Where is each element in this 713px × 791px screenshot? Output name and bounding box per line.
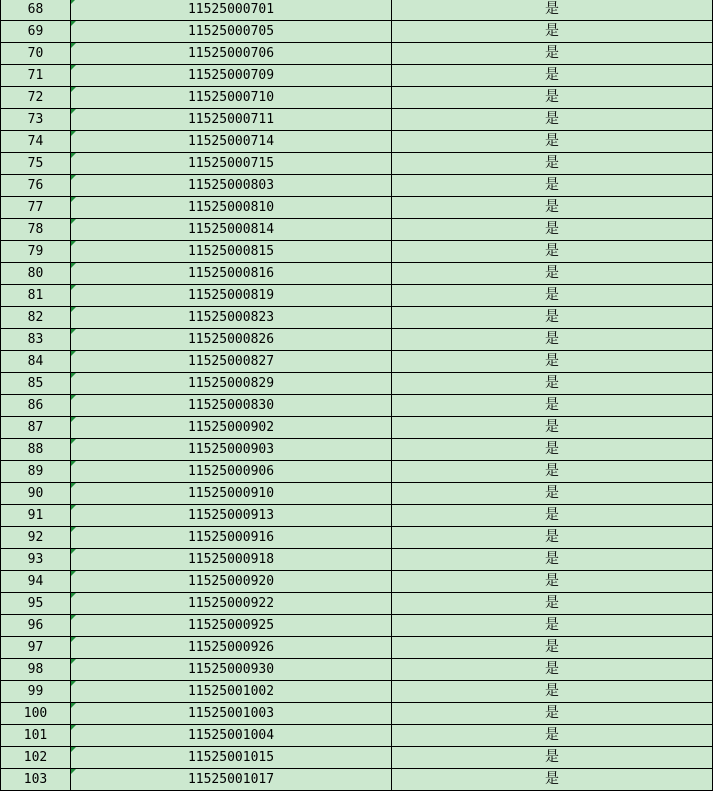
cell-sequence-number[interactable]: 98 (1, 659, 71, 681)
cell-code-value: 11525000906 (187, 464, 275, 479)
cell-code-value: 11525000705 (187, 24, 275, 39)
cell-sequence-number[interactable]: 74 (1, 131, 71, 153)
cell-sequence-number[interactable]: 70 (1, 43, 71, 65)
number-stored-as-text-indicator-icon (71, 285, 76, 290)
cell-code-value: 11525000819 (187, 288, 275, 303)
table-row (1, 241, 713, 263)
table-row (1, 43, 713, 65)
cell-code[interactable] (71, 747, 392, 769)
number-stored-as-text-indicator-icon (71, 219, 76, 224)
cell-sequence-number[interactable]: 73 (1, 109, 71, 131)
cell-flag[interactable]: 是 (392, 307, 713, 329)
number-stored-as-text-indicator-icon (71, 351, 76, 356)
cell-flag[interactable]: 是 (392, 505, 713, 527)
cell-flag[interactable]: 是 (392, 549, 713, 571)
number-stored-as-text-indicator-icon (71, 197, 76, 202)
cell-code-value: 11525000710 (187, 90, 275, 105)
number-stored-as-text-indicator-icon (71, 505, 76, 510)
cell-code-value: 11525000916 (187, 530, 275, 545)
number-stored-as-text-indicator-icon (71, 241, 76, 246)
cell-sequence-number[interactable]: 77 (1, 197, 71, 219)
cell-code[interactable] (71, 175, 392, 197)
cell-sequence-number[interactable]: 102 (1, 747, 71, 769)
cell-flag[interactable]: 是 (392, 21, 713, 43)
table-row (1, 417, 713, 439)
cell-sequence-number[interactable]: 90 (1, 483, 71, 505)
cell-flag[interactable]: 是 (392, 681, 713, 703)
cell-code[interactable] (71, 43, 392, 65)
cell-code[interactable] (71, 197, 392, 219)
cell-sequence-number[interactable]: 69 (1, 21, 71, 43)
cell-flag[interactable]: 是 (392, 175, 713, 197)
cell-sequence-number[interactable]: 78 (1, 219, 71, 241)
cell-code[interactable] (71, 637, 392, 659)
cell-sequence-number[interactable]: 79 (1, 241, 71, 263)
table-row (1, 769, 713, 791)
cell-sequence-number[interactable]: 68 (1, 0, 71, 21)
cell-code-value: 11525000715 (187, 156, 275, 171)
cell-flag[interactable]: 是 (392, 219, 713, 241)
cell-code[interactable] (71, 153, 392, 175)
cell-code[interactable] (71, 439, 392, 461)
table-row (1, 439, 713, 461)
cell-code-value: 11525000711 (187, 112, 275, 127)
cell-sequence-number[interactable]: 75 (1, 153, 71, 175)
cell-sequence-number[interactable]: 99 (1, 681, 71, 703)
cell-code[interactable] (71, 109, 392, 131)
cell-code[interactable] (71, 681, 392, 703)
cell-code-value: 11525000814 (187, 222, 275, 237)
number-stored-as-text-indicator-icon (71, 175, 76, 180)
table-row (1, 637, 713, 659)
number-stored-as-text-indicator-icon (71, 483, 76, 488)
cell-code-value: 11525000930 (187, 662, 275, 677)
table-row (1, 87, 713, 109)
cell-code-value: 11525001015 (187, 750, 275, 765)
cell-flag[interactable]: 是 (392, 329, 713, 351)
table-row (1, 747, 713, 769)
cell-flag[interactable]: 是 (392, 197, 713, 219)
number-stored-as-text-indicator-icon (71, 439, 76, 444)
cell-sequence-number[interactable]: 89 (1, 461, 71, 483)
table-row (1, 505, 713, 527)
cell-code-value: 11525000701 (187, 2, 275, 17)
cell-code[interactable] (71, 131, 392, 153)
table-row (1, 0, 713, 21)
cell-code[interactable] (71, 417, 392, 439)
cell-sequence-number[interactable]: 76 (1, 175, 71, 197)
cell-flag[interactable]: 是 (392, 131, 713, 153)
table-row (1, 571, 713, 593)
cell-code[interactable] (71, 263, 392, 285)
number-stored-as-text-indicator-icon (71, 43, 76, 48)
cell-code[interactable] (71, 505, 392, 527)
spreadsheet-body (1, 0, 713, 791)
cell-sequence-number[interactable]: 81 (1, 285, 71, 307)
table-row (1, 461, 713, 483)
cell-flag[interactable]: 是 (392, 593, 713, 615)
cell-flag[interactable]: 是 (392, 351, 713, 373)
cell-code-value: 11525001003 (187, 706, 275, 721)
cell-code[interactable] (71, 285, 392, 307)
number-stored-as-text-indicator-icon (71, 373, 76, 378)
cell-flag[interactable]: 是 (392, 527, 713, 549)
cell-code-value: 11525000902 (187, 420, 275, 435)
number-stored-as-text-indicator-icon (71, 329, 76, 334)
cell-code-value: 11525000913 (187, 508, 275, 523)
cell-flag[interactable]: 是 (392, 439, 713, 461)
number-stored-as-text-indicator-icon (71, 87, 76, 92)
cell-sequence-number[interactable]: 72 (1, 87, 71, 109)
cell-sequence-number[interactable]: 82 (1, 307, 71, 329)
cell-sequence-number[interactable]: 83 (1, 329, 71, 351)
cell-flag[interactable]: 是 (392, 241, 713, 263)
cell-code[interactable] (71, 659, 392, 681)
table-row (1, 395, 713, 417)
number-stored-as-text-indicator-icon (71, 307, 76, 312)
cell-flag[interactable]: 是 (392, 65, 713, 87)
cell-code-value: 11525000706 (187, 46, 275, 61)
table-row (1, 65, 713, 87)
cell-code[interactable] (71, 21, 392, 43)
cell-flag[interactable]: 是 (392, 725, 713, 747)
cell-code-value: 11525000709 (187, 68, 275, 83)
cell-code[interactable] (71, 769, 392, 791)
cell-flag[interactable]: 是 (392, 373, 713, 395)
cell-code-value: 11525000816 (187, 266, 275, 281)
number-stored-as-text-indicator-icon (71, 549, 76, 554)
cell-sequence-number[interactable]: 96 (1, 615, 71, 637)
cell-code[interactable] (71, 0, 392, 21)
number-stored-as-text-indicator-icon (71, 725, 76, 730)
table-row (1, 21, 713, 43)
cell-code-value: 11525000925 (187, 618, 275, 633)
number-stored-as-text-indicator-icon (71, 395, 76, 400)
number-stored-as-text-indicator-icon (71, 461, 76, 466)
cell-flag[interactable]: 是 (392, 285, 713, 307)
cell-sequence-number[interactable]: 85 (1, 373, 71, 395)
table-row (1, 197, 713, 219)
cell-code-value: 11525000903 (187, 442, 275, 457)
cell-sequence-number[interactable]: 103 (1, 769, 71, 791)
table-row (1, 219, 713, 241)
table-row (1, 373, 713, 395)
cell-code[interactable] (71, 241, 392, 263)
cell-flag[interactable]: 是 (392, 659, 713, 681)
number-stored-as-text-indicator-icon (71, 571, 76, 576)
table-row (1, 109, 713, 131)
cell-code[interactable] (71, 593, 392, 615)
cell-code[interactable] (71, 527, 392, 549)
cell-code-value: 11525000714 (187, 134, 275, 149)
cell-code-value: 11525000922 (187, 596, 275, 611)
cell-code[interactable] (71, 725, 392, 747)
cell-code[interactable] (71, 461, 392, 483)
number-stored-as-text-indicator-icon (71, 615, 76, 620)
cell-code-value: 11525000918 (187, 552, 275, 567)
number-stored-as-text-indicator-icon (71, 263, 76, 268)
cell-code-value: 11525000803 (187, 178, 275, 193)
cell-code-value: 11525000810 (187, 200, 275, 215)
cell-code[interactable] (71, 571, 392, 593)
cell-code[interactable] (71, 219, 392, 241)
cell-flag[interactable]: 是 (392, 263, 713, 285)
table-row (1, 285, 713, 307)
cell-sequence-number[interactable]: 88 (1, 439, 71, 461)
cell-code[interactable] (71, 351, 392, 373)
cell-sequence-number[interactable]: 101 (1, 725, 71, 747)
cell-code-value: 11525000823 (187, 310, 275, 325)
cell-code-value: 11525001002 (187, 684, 275, 699)
cell-code-value: 11525000826 (187, 332, 275, 347)
number-stored-as-text-indicator-icon (71, 109, 76, 114)
cell-code-value: 11525000815 (187, 244, 275, 259)
cell-flag[interactable]: 是 (392, 571, 713, 593)
cell-sequence-number[interactable]: 100 (1, 703, 71, 725)
cell-code[interactable] (71, 395, 392, 417)
cell-sequence-number[interactable]: 94 (1, 571, 71, 593)
table-row (1, 725, 713, 747)
cell-sequence-number[interactable]: 86 (1, 395, 71, 417)
table-row (1, 175, 713, 197)
number-stored-as-text-indicator-icon (71, 593, 76, 598)
number-stored-as-text-indicator-icon (71, 65, 76, 70)
cell-flag[interactable]: 是 (392, 395, 713, 417)
cell-sequence-number[interactable]: 93 (1, 549, 71, 571)
cell-code[interactable] (71, 373, 392, 395)
table-row (1, 131, 713, 153)
cell-flag[interactable]: 是 (392, 87, 713, 109)
number-stored-as-text-indicator-icon (71, 527, 76, 532)
table-row (1, 593, 713, 615)
number-stored-as-text-indicator-icon (71, 637, 76, 642)
cell-code-value: 11525000910 (187, 486, 275, 501)
cell-code-value: 11525000830 (187, 398, 275, 413)
cell-sequence-number[interactable]: 87 (1, 417, 71, 439)
cell-sequence-number[interactable]: 80 (1, 263, 71, 285)
cell-sequence-number[interactable]: 97 (1, 637, 71, 659)
number-stored-as-text-indicator-icon (71, 417, 76, 422)
cell-sequence-number[interactable]: 84 (1, 351, 71, 373)
cell-code-value: 11525000926 (187, 640, 275, 655)
table-row (1, 703, 713, 725)
cell-flag[interactable]: 是 (392, 703, 713, 725)
cell-code-value: 11525001017 (187, 772, 275, 787)
number-stored-as-text-indicator-icon (71, 153, 76, 158)
table-row (1, 351, 713, 373)
cell-flag[interactable]: 是 (392, 637, 713, 659)
table-row (1, 527, 713, 549)
cell-code[interactable] (71, 615, 392, 637)
cell-code-value: 11525000827 (187, 354, 275, 369)
cell-code[interactable] (71, 87, 392, 109)
cell-code[interactable] (71, 549, 392, 571)
table-row (1, 307, 713, 329)
cell-code[interactable] (71, 703, 392, 725)
cell-flag[interactable]: 是 (392, 615, 713, 637)
table-row (1, 681, 713, 703)
cell-sequence-number[interactable]: 92 (1, 527, 71, 549)
table-row (1, 263, 713, 285)
cell-sequence-number[interactable]: 71 (1, 65, 71, 87)
number-stored-as-text-indicator-icon (71, 131, 76, 136)
table-row (1, 153, 713, 175)
cell-flag[interactable]: 是 (392, 43, 713, 65)
cell-flag[interactable]: 是 (392, 747, 713, 769)
cell-code-value: 11525001004 (187, 728, 275, 743)
cell-flag[interactable]: 是 (392, 769, 713, 791)
cell-code[interactable] (71, 65, 392, 87)
cell-code-value: 11525000920 (187, 574, 275, 589)
cell-sequence-number[interactable]: 95 (1, 593, 71, 615)
number-stored-as-text-indicator-icon (71, 0, 76, 4)
cell-flag[interactable]: 是 (392, 461, 713, 483)
cell-flag[interactable]: 是 (392, 153, 713, 175)
cell-code-value: 11525000829 (187, 376, 275, 391)
number-stored-as-text-indicator-icon (71, 681, 76, 686)
cell-flag[interactable]: 是 (392, 109, 713, 131)
number-stored-as-text-indicator-icon (71, 747, 76, 752)
cell-flag[interactable]: 是 (392, 417, 713, 439)
table-row (1, 549, 713, 571)
number-stored-as-text-indicator-icon (71, 21, 76, 26)
cell-flag[interactable]: 是 (392, 0, 713, 21)
table-row (1, 483, 713, 505)
number-stored-as-text-indicator-icon (71, 703, 76, 708)
table-row (1, 329, 713, 351)
cell-code[interactable] (71, 483, 392, 505)
table-row (1, 615, 713, 637)
cell-code[interactable] (71, 307, 392, 329)
cell-code[interactable] (71, 329, 392, 351)
cell-sequence-number[interactable]: 91 (1, 505, 71, 527)
number-stored-as-text-indicator-icon (71, 769, 76, 774)
number-stored-as-text-indicator-icon (71, 659, 76, 664)
table-row (1, 659, 713, 681)
cell-flag[interactable]: 是 (392, 483, 713, 505)
